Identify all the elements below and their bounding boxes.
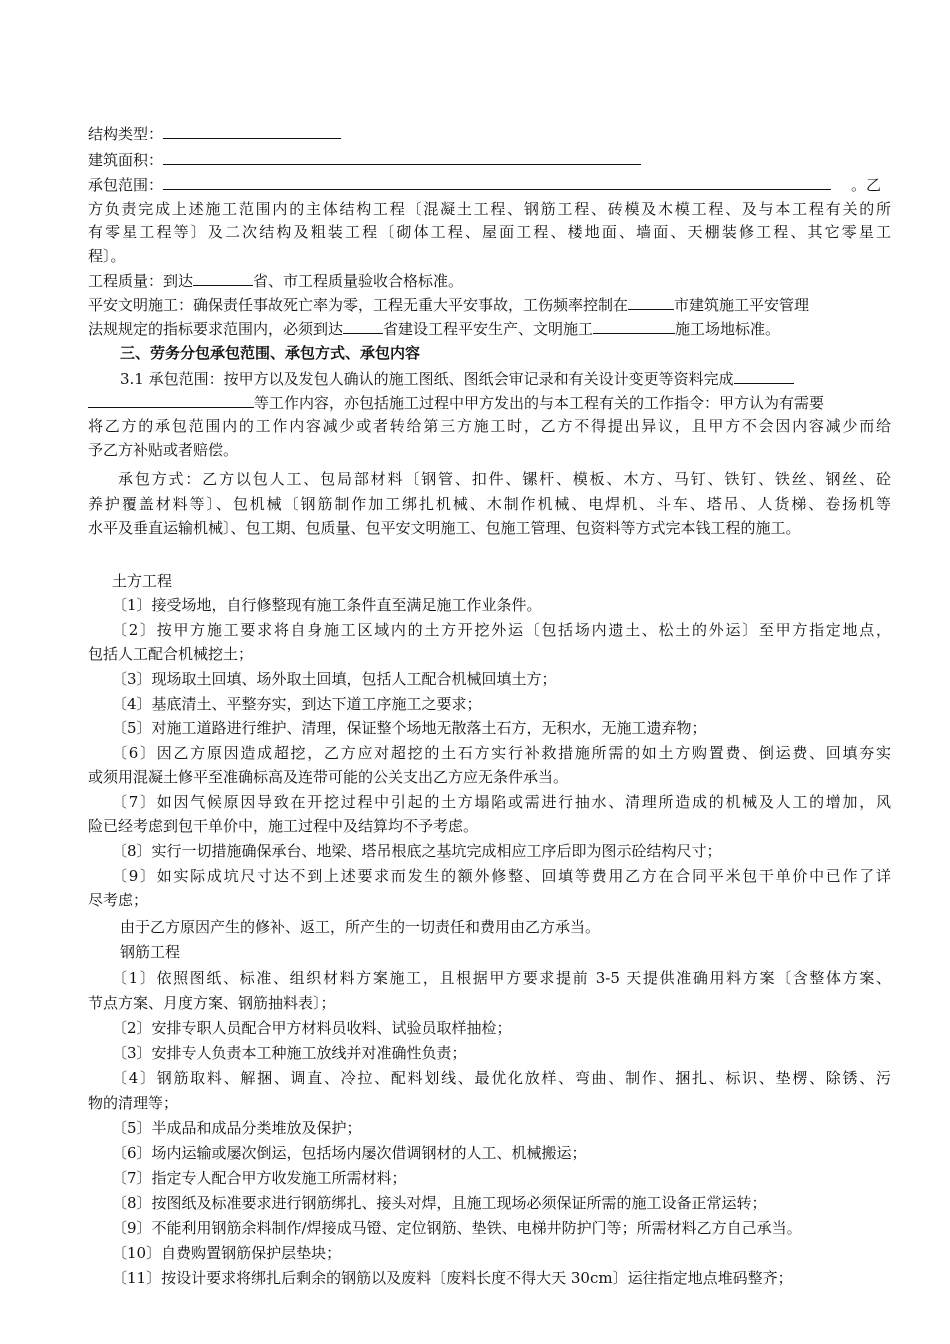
safety-text-b: 市建筑施工平安管理 bbox=[674, 296, 810, 314]
quality-text-a: 工程质量：到达 bbox=[88, 272, 194, 290]
rebar-item-10: 〔10〕自费购置钢筋保护层垫块； bbox=[112, 1244, 342, 1262]
rebar-item-8: 〔8〕按图纸及标准要求进行钢筋绑扎、接头对焊，且施工现场必须保证所需的施工设备正常运转； bbox=[112, 1194, 767, 1212]
earthwork-item-9a: 〔9〕如实际成坑尺寸达不到上述要求而发生的额外修整、回填等费用乙方在合同平米包干单价中已作了详 bbox=[112, 867, 891, 885]
rebar-item-7: 〔7〕指定专人配合甲方收发施工所需材料； bbox=[112, 1169, 407, 1187]
earthwork-item-3: 〔3〕现场取土回填、场外取土回填，包括人工配合机械回填土方； bbox=[112, 670, 557, 688]
earthwork-item-6b: 或须用混凝土修平至准确标高及连带可能的公关支出乙方应无条件承当。 bbox=[88, 768, 569, 786]
safety-text-a: 平安文明施工：确保责任事故死亡率为零，工程无重大平安事故，工伤频率控制在 bbox=[88, 296, 629, 314]
safety-blank-1 bbox=[628, 294, 674, 310]
s31-text-b: 等工作内容，亦包括施工过程中甲方发出的与本工程有关的工作指令：甲方认为有需要 bbox=[254, 394, 825, 412]
earthwork-item-8: 〔8〕实行一切措施确保承台、地梁、塔吊根底之基坑完成相应工序后即为图示砼结构尺寸； bbox=[112, 842, 722, 860]
earthwork-item-9b: 尽考虑； bbox=[88, 891, 149, 909]
s31-text-a: 3.1 承包范围：按甲方以及发包人确认的施工图纸、图纸会审记录和有关设计变更等资料完成 bbox=[120, 370, 734, 388]
rebar-item-5: 〔5〕半成品和成品分类堆放及保护； bbox=[112, 1119, 362, 1137]
scope-blank bbox=[163, 174, 831, 190]
contract-mode-line-3: 水平及垂直运输机械〕、包工期、包质量、包平安文明施工、包施工管理、包资料等方式完本钱工程的施工。 bbox=[88, 519, 801, 537]
building-area-blank bbox=[163, 149, 641, 165]
scope-label: 承包范围： bbox=[88, 176, 164, 194]
earthwork-note: 由于乙方原因产生的修补、返工，所产生的一切责任和费用由乙方承当。 bbox=[120, 918, 601, 936]
earthwork-item-2b: 包括人工配合机械挖土； bbox=[88, 645, 254, 663]
quality-text-b: 省、市工程质量验收合格标准。 bbox=[253, 272, 464, 290]
earthwork-item-7b: 险已经考虑到包干单价中，施工过程中及结算均不予考虑。 bbox=[88, 817, 479, 835]
scope-text-2: 方负责完成上述施工范围内的主体结构工程〔混凝土工程、钢筋工程、砖模及木模工程、及与本工程有关的所 bbox=[88, 200, 891, 218]
rebar-item-9: 〔9〕不能利用钢筋余料制作/焊接成马镫、定位钢筋、垫铁、电梯井防护门等；所需材料乙方自己承当。 bbox=[112, 1219, 802, 1237]
rebar-item-4b: 物的清理等； bbox=[88, 1094, 179, 1112]
safety-text-d: 省建设工程平安生产、文明施工 bbox=[383, 320, 594, 338]
rebar-title: 钢筋工程 bbox=[120, 943, 181, 961]
earthwork-item-1: 〔1〕接受场地，自行修整现有施工条件直至满足施工作业条件。 bbox=[112, 596, 542, 614]
safety-blank-2 bbox=[343, 318, 383, 334]
s31-line-1 bbox=[120, 368, 794, 388]
earthwork-item-7a: 〔7〕如因气候原因导致在开挖过程中引起的土方塌陷或需进行抽水、清理所造成的机械及人工的增加，风 bbox=[112, 793, 891, 811]
s31-line-4: 予乙方补贴或者赔偿。 bbox=[88, 441, 239, 459]
building-area-label: 建筑面积： bbox=[88, 151, 164, 169]
safety-text-e: 施工场地标准。 bbox=[675, 320, 781, 338]
earthwork-title: 土方工程 bbox=[112, 572, 173, 590]
scope-text-4: 程〕。 bbox=[88, 247, 126, 265]
section-3-title: 三、劳务分包承包范围、承包方式、承包内容 bbox=[120, 344, 421, 362]
building-area-line bbox=[88, 149, 641, 169]
earthwork-item-4: 〔4〕基底清土、平整夯实，到达下道工序施工之要求； bbox=[112, 695, 482, 713]
structure-type-label: 结构类型： bbox=[88, 125, 164, 143]
safety-text-c: 法规规定的指标要求范围内，必须到达 bbox=[88, 320, 344, 338]
scope-line bbox=[88, 174, 881, 194]
s31-blank-2 bbox=[88, 392, 254, 408]
rebar-item-11: 〔11〕按设计要求将绑扎后剩余的钢筋以及废料〔废料长度不得大天 30cm〕运往指定地点堆码整齐； bbox=[112, 1269, 793, 1287]
safety-line-1 bbox=[88, 294, 809, 314]
rebar-item-1a: 〔1〕依照图纸、标准、组织材料方案施工，且根据甲方要求提前 3-5 天提供准确用料方案〔含整体方案、 bbox=[112, 969, 891, 987]
rebar-item-4a: 〔4〕钢筋取料、解捆、调直、冷拉、配料划线、最优化放样、弯曲、制作、捆扎、标识、垫楞、除锈、污 bbox=[112, 1069, 891, 1087]
safety-blank-3 bbox=[593, 318, 675, 334]
earthwork-item-2a: 〔2〕按甲方施工要求将自身施工区域内的土方开挖外运〔包括场内遗土、松土的外运〕至甲方指定地点， bbox=[112, 621, 891, 639]
contract-mode-line-2: 养护覆盖材料等〕、包机械〔钢筋制作加工绑扎机械、木制作机械、电焊机、斗车、塔吊、人货梯、卷扬机等 bbox=[88, 495, 891, 513]
rebar-item-1b: 节点方案、月度方案、钢筋抽料表〕； bbox=[88, 994, 336, 1012]
safety-line-2 bbox=[88, 318, 780, 338]
earthwork-item-6a: 〔6〕因乙方原因造成超挖，乙方应对超挖的土石方实行补救措施所需的如土方购置费、倒运费、回填夯实 bbox=[112, 744, 891, 762]
structure-type-line bbox=[88, 123, 341, 143]
rebar-item-2: 〔2〕安排专职人员配合甲方材料员收料、试验员取样抽检； bbox=[112, 1019, 512, 1037]
earthwork-item-5: 〔5〕对施工道路进行维护、清理，保证整个场地无散落土石方，无积水，无施工遗弃物； bbox=[112, 719, 707, 737]
quality-blank bbox=[193, 270, 253, 286]
scope-text-3: 有零星工程等〕及二次结构及粗装工程〔砌体工程、屋面工程、楼地面、墙面、天棚装修工程、其它零星工 bbox=[88, 223, 891, 241]
s31-blank-1 bbox=[734, 368, 794, 384]
contract-mode-line-1: 承包方式：乙方以包人工、包局部材料〔钢管、扣件、镙杆、模板、木方、马钉、铁钉、铁丝、钢丝、砼 bbox=[118, 470, 891, 488]
scope-after-blank: 。乙 bbox=[851, 176, 882, 194]
rebar-item-3: 〔3〕安排专人负责本工种施工放线并对准确性负责； bbox=[112, 1044, 467, 1062]
rebar-item-6: 〔6〕场内运输或屡次倒运，包括场内屡次借调钢材的人工、机械搬运； bbox=[112, 1144, 587, 1162]
structure-type-blank bbox=[163, 123, 341, 139]
s31-line-2 bbox=[88, 392, 824, 412]
quality-line bbox=[88, 270, 463, 290]
s31-line-3: 将乙方的承包范围内的工作内容减少或者转给第三方施工时，乙方不得提出异议，且甲方不会因内容减少而给 bbox=[88, 417, 891, 435]
